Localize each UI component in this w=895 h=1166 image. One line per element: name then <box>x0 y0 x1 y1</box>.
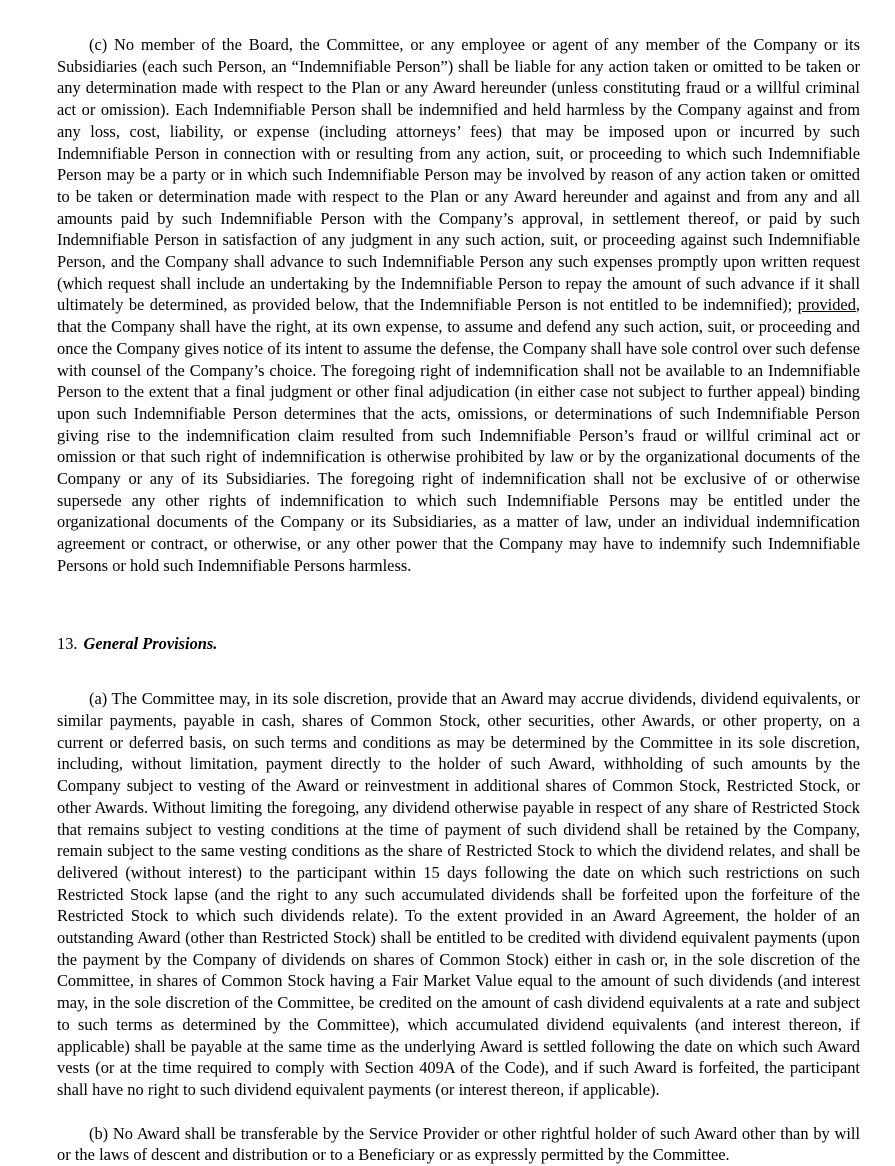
section-heading-13 <box>57 633 860 655</box>
paragraph-a: (a) The Committee may, in its sole discretion, provide that an Award may accrue dividends, dividend equivalents, or similar payments, payable in cash, shares of Common Stock, other securities, other Awards, or other property, on a current or deferred basis, on such terms and conditions as may be determined by the Committee in its sole discretion, including, without limitation, payment directly to the holder of such Award, withholding of such amounts by the Company subject to vesting of the Award or reinvestment in additional shares of Common Stock, Restricted Stock, or other Awards. Without limiting the foregoing, any dividend otherwise payable in respect of any share of Restricted Stock that remains subject to vesting conditions at the time of payment of such dividend shall be retained by the Company, remain subject to the same vesting conditions as the share of Restricted Stock to which the dividend relates, and shall be delivered (without interest) to the participant within 15 days following the date on which such restrictions on such Restricted Stock lapse (and the right to any such accumulated dividends shall be forfeited upon the forfeiture of the Restricted Stock to which such dividends relate). To the extent provided in an Award Agreement, the holder of an outstanding Award (other than Restricted Stock) shall be entitled to be credited with dividend equivalent payments (upon the payment by the Company of dividends on shares of Common Stock) either in cash or, in the sole discretion of the Committee, in shares of Common Stock having a Fair Market Value equal to the amount of such dividends (and interest may, in the sole discretion of the Committee, be credited on the amount of cash dividend equivalents at a rate and subject to such terms as determined by the Committee), which accumulated dividend equivalents (and interest thereon, if applicable) shall be payable at the same time as the underlying Award is settled following the date on which such Award vests (or at the time required to comply with Section 409A of the Code), and if such Award is forfeited, the participant shall have no right to such dividend equivalent payments (or interest thereon, if applicable). <box>57 689 860 1099</box>
paragraph-b: (b) No Award shall be transferable by the Service Provider or other rightful holder of such Award other than by will or the laws of descent and distribution or to a Beneficiary or as expressly permitted by the Committee. <box>57 1123 860 1165</box>
page-content <box>57 34 860 1166</box>
paragraph-c <box>57 34 860 577</box>
spacer-after-paragraph-a <box>57 1101 860 1123</box>
paragraph-c-underlined-provided: provided <box>797 295 856 315</box>
spacer-after-section-heading <box>57 654 860 688</box>
spacer-after-paragraph-c <box>57 577 860 633</box>
section-title: General Provisions. <box>83 633 218 653</box>
paragraph-c-part2: , that the Company shall have the right, at its own expense, to assume and defend any such action, suit, or proceeding and once the Company gives notice of its intent to assume the defense, the Company shall have sole control over such defense with counsel of the Company’s choice. The foregoing right of indemnification shall not be available to an Indemnifiable Person to the extent that a final judgment or other final adjudication (in either case not subject to further appeal) binding upon such Indemnifiable Person determines that the acts, omissions, or determinations of such Indemnifiable Person giving rise to the indemnification claim resulted from such Indemnifiable Person’s fraud or willful criminal act or omission or that such right of indemnification is otherwise prohibited by law or by the organizational documents of the Company or any of its Subsidiaries. The foregoing right of indemnification shall not be exclusive of or otherwise supersede any other rights of indemnification to which such Indemnifiable Persons may be entitled under the organizational documents of the Company or its Subsidiaries, as a matter of law, under an individual indemnification agreement or contract, or otherwise, or any other power that the Company may have to indemnify such Indemnifiable Persons or hold such Indemnifiable Persons harmless. <box>57 295 860 575</box>
section-number: 13. <box>57 633 78 653</box>
paragraph-c-part1: (c) No member of the Board, the Committee, or any employee or agent of any member of the Company or its Subsidiaries (each such Person, an “Indemnifiable Person”) shall be liable for any action taken or omitted to be taken or any determination made with respect to the Plan or any Award hereunder (unless constituting fraud or a willful criminal act or omission). Each Indemnifiable Person shall be indemnified and held harmless by the Company against and from any loss, cost, liability, or expense (including attorneys’ fees) that may be imposed upon or incurred by such Indemnifiable Person in connection with or resulting from any action, suit, or proceeding to which such Indemnifiable Person may be a party or in which such Indemnifiable Person may be involved by reason of any action taken or omitted to be taken or determination made with respect to the Plan or any Award hereunder and against and from any and all amounts paid by such Indemnifiable Person with the Company’s approval, in settlement thereof, or paid by such Indemnifiable Person in satisfaction of any judgment in any such action, suit, or proceeding against such Indemnifiable Person, and the Company shall advance to such Indemnifiable Person any such expenses promptly upon written request (which request shall include an undertaking by the Indemnifiable Person to repay the amount of such advance if it shall ultimately be determined, as provided below, that the Indemnifiable Person is not entitled to be indemnified); <box>57 35 860 315</box>
